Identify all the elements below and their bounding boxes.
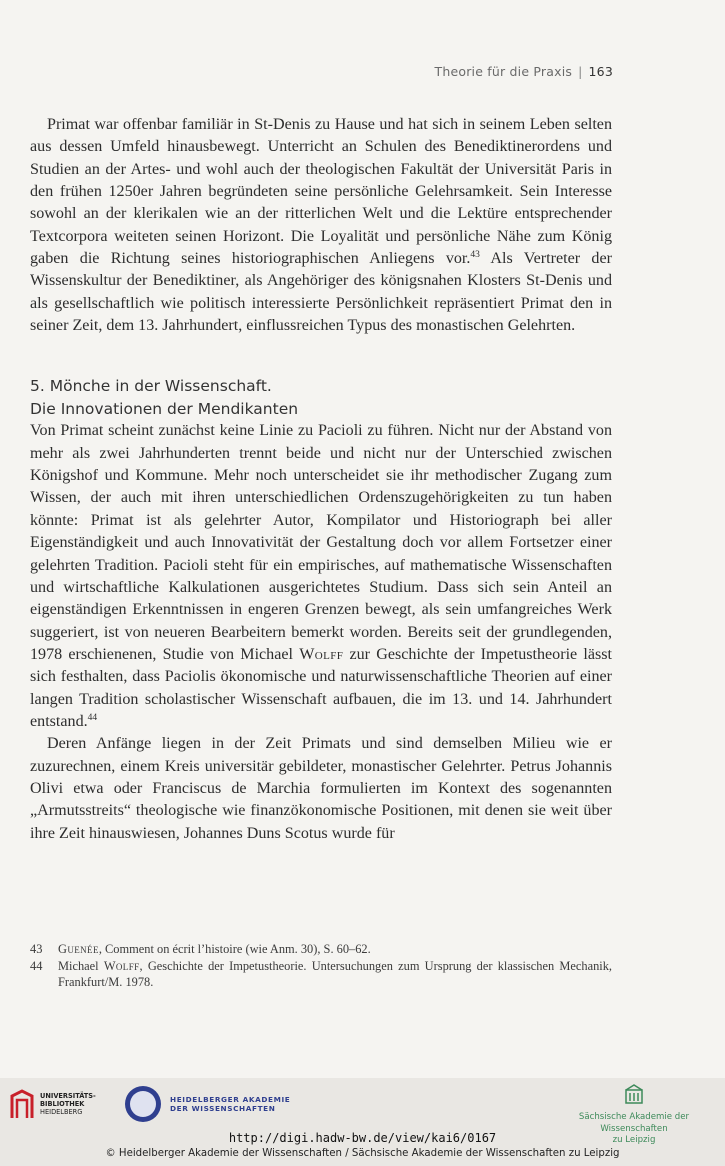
- footnote-44-prefix: Michael: [58, 958, 104, 973]
- permalink-url[interactable]: http://digi.hadw-bw.de/view/kai6/0167: [228, 1131, 497, 1145]
- ub-heidelberg-logo-icon: [8, 1088, 36, 1122]
- paragraph-2-text-a: Von Primat scheint zunächst keine Linie zu Pacioli zu führen. Nicht nur der Abstand von mehr als zwei Jahrhunderten trennt beide und nicht nur der Unterschied zwischen Königshof und Kommune. Mehr noch unterscheidet sie ihr methodischer Zugang zum Wissen, der auch mit ihren unterschiedlichen Ordenszugehörigkeiten zu tun haben könnte: Primat ist als gelehrter Autor, Kompilator und Historiograph bei aller Eigenständigkeit und auch Innovativität der Gestaltung doch vor allem Fortsetzer einer gelehrten Tradition. Pacioli steht für ein empirisches, auf mathematische Wissenschaften und wirtschaftliche Kalkulationen ausgerichtetes Studium. Dass sich sein Anteil an eigenständigen Erkenntnissen in engeren Grenzen bewegt, als sein umfangreiches Werk suggeriert, ist von neueren Bearbeitern bemerkt worden. Bereits seit der grundlegenden, 1978 erschienenen, Studie von Michael: [30, 422, 612, 663]
- saw-building-icon: [625, 1084, 643, 1104]
- ub-line-1: UNIVERSITÄTS-: [40, 1092, 96, 1100]
- footnote-ref-44[interactable]: 44: [87, 712, 98, 723]
- footnote-ref-43[interactable]: 43: [470, 250, 480, 261]
- section-heading-line-2: Die Innovationen der Mendikanten: [30, 399, 299, 418]
- section-heading: [30, 375, 612, 420]
- footnote-44-citation: , Geschichte der Impetustheorie. Untersuchungen zum Ursprung der klassischen Mechanik, Frankfurt/M. 1978.: [58, 958, 612, 989]
- hadw-seal-icon: [125, 1086, 161, 1122]
- author-name-guenee: Guenée: [58, 942, 99, 956]
- saw-line-1: Sächsische Akademie der Wissenschaften: [578, 1112, 690, 1134]
- hadw-logo[interactable]: [125, 1086, 325, 1126]
- footnote-number: 44: [30, 958, 43, 973]
- running-title: Theorie für die Praxis: [434, 64, 573, 79]
- paragraph-1-text-a: Primat war offenbar familiär in St-Denis zu Hause und hat sich in seinem Leben selten aus dessen Umfeld hinausbewegt. Unterricht an Schulen des Benediktinerordens und Studien an der Artes- und wohl auch der theologischen Fakultät der Universität Paris in den frühen 1250er Jahren begründeten seine persönliche Gelehrsamkeit. Sein Interesse sowohl an der klerikalen wie an der ritterlichen Welt und die Lektüre entsprechender Textcorpora weiteten seinen Horizont. Die Loyalität und persönliche Nähe zum König gaben die Richtung seines historiographischen Anliegens vor.: [30, 116, 612, 268]
- footnote-text: [58, 958, 612, 991]
- header-separator: |: [578, 64, 583, 79]
- footnote-43: [30, 941, 612, 958]
- section-heading-line-1: 5. Mönche in der Wissenschaft.: [30, 377, 272, 396]
- footnotes: [30, 941, 612, 991]
- digitization-footer: [0, 1078, 725, 1166]
- ub-heidelberg-name: [40, 1092, 96, 1116]
- hadw-name: [170, 1095, 290, 1113]
- paragraph-2-text-b: zur Geschichte der Impetustheorie lässt sich festhalten, dass Paciolis ökonomische und naturwissenschaftliche Theorien auf einer langen Tradition scholastischer Wissenschaft aufbauen, die im 13. und 14. Jahrhundert entstand.: [30, 645, 612, 730]
- page-number: 163: [588, 64, 613, 79]
- running-head: [435, 64, 613, 79]
- author-name-wolff: Wolff: [299, 645, 344, 663]
- hadw-line-1: HEIDELBERGER AKADEMIE: [170, 1095, 291, 1104]
- ub-heidelberg-logo[interactable]: [8, 1088, 128, 1124]
- footnote-44: [30, 958, 612, 991]
- paragraph-2: [30, 420, 612, 733]
- footnote-43-citation: , Comment on écrit l’histoire (wie Anm. 30), S. 60–62.: [98, 942, 371, 956]
- hadw-line-2: DER WISSENSCHAFTEN: [170, 1104, 276, 1113]
- author-name-wolff-fn: Wolff: [103, 958, 140, 973]
- paragraph-1-text-b: Als Vertreter der Wissenskultur der Benediktiner, als Angehöriger des königsnahen Klosters St-Denis und als gesellschaftlich wie politisch interessierte Persönlichkeit repräsentiert Primat den in seiner Zeit, dem 13. Jahrhundert, einflussreichen Typus des monastischen Gelehrten.: [30, 250, 612, 335]
- footnote-text: [58, 941, 612, 958]
- paragraph-1: [30, 114, 612, 337]
- ub-line-3: HEIDELBERG: [40, 1108, 83, 1116]
- main-text: [30, 114, 612, 845]
- copyright-notice: © Heidelberger Akademie der Wissenschaften / Sächsische Akademie der Wissenschaften zu Leipzig: [105, 1148, 620, 1159]
- footnote-number: 43: [30, 942, 43, 956]
- ub-line-2: BIBLIOTHEK: [40, 1100, 85, 1108]
- paragraph-3: Deren Anfänge liegen in der Zeit Primats und sind demselben Milieu wie er zuzurechnen, einem Kreis universitär gebildeter, monastischer Gelehrter. Petrus Johannis Olivi etwa oder Franciscus de Marchia formulierten im Kontext des sogenannten „Armutsstreits“ theologische wie finanzökonomische Positionen, mit denen sie weit über ihre Zeit hinauswiesen, Johannes Duns Scotus wurde für: [30, 735, 612, 842]
- saw-line-2: zu Leipzig: [612, 1135, 656, 1145]
